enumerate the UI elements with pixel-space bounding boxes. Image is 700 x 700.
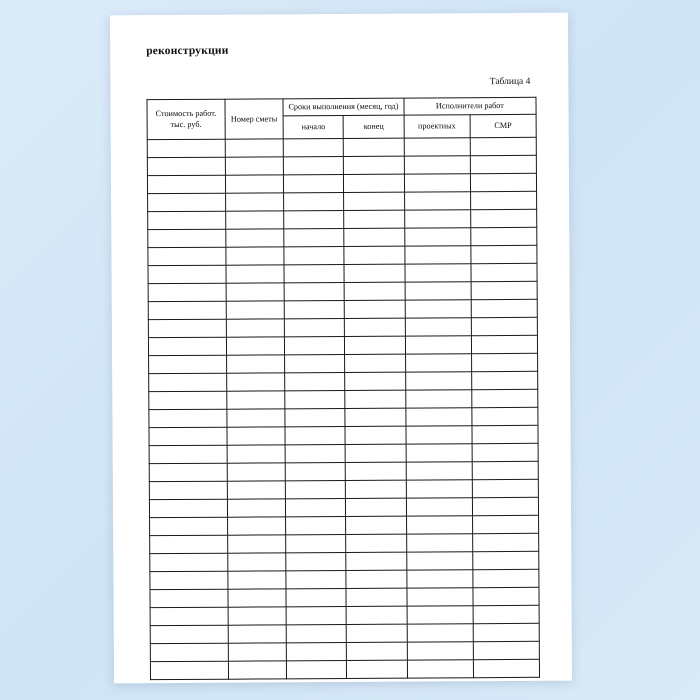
table-cell[interactable] [226,247,284,265]
table-row [148,336,537,356]
table-cell[interactable] [284,229,344,247]
table-cell[interactable] [344,174,404,192]
table-row [150,570,539,590]
table-cell[interactable] [148,229,226,247]
table-cell[interactable] [226,229,284,247]
table-cell[interactable] [345,336,405,354]
table-cell[interactable] [470,138,536,156]
table-cell[interactable] [404,174,470,192]
table-cell[interactable] [405,336,471,354]
table-cell[interactable] [228,625,286,643]
table-row [149,408,538,428]
table-row [149,354,538,374]
table-cell[interactable] [285,355,345,373]
table-cell[interactable] [406,462,472,480]
table-cell[interactable] [404,156,470,174]
table-cell[interactable] [149,463,227,481]
table-cell[interactable] [148,301,226,319]
table-cell[interactable] [404,210,470,228]
table-cell[interactable] [345,300,405,318]
table-cell[interactable] [150,661,228,679]
table-row [150,624,539,644]
table-cell[interactable] [285,337,345,355]
table-cell[interactable] [228,589,286,607]
table-cell[interactable] [470,174,536,192]
table-cell[interactable] [405,354,471,372]
table-cell[interactable] [344,192,404,210]
table-cell[interactable] [345,372,405,390]
table-cell[interactable] [471,336,537,354]
table-row [150,516,539,536]
table-cell[interactable] [405,372,471,390]
table-row [148,282,537,302]
table-cell[interactable] [344,228,404,246]
table-row [148,210,537,230]
table-cell[interactable] [227,499,285,517]
table-cell[interactable] [147,139,225,157]
table-body [147,138,539,680]
table-cell[interactable] [227,391,285,409]
column-header-end: конец [344,115,404,138]
table-cell[interactable] [472,480,538,498]
table-cell[interactable] [226,355,284,373]
table-cell[interactable] [346,498,406,516]
column-header-estimate-number: Номер сметы [225,99,284,140]
table-cell[interactable] [150,571,228,589]
table-cell[interactable] [472,408,538,426]
table-cell[interactable] [286,625,346,643]
table-cell[interactable] [286,589,346,607]
table-cell[interactable] [150,607,228,625]
table-cell[interactable] [286,553,346,571]
table-cell[interactable] [406,516,472,534]
column-header-performers-group: Исполнители работ [404,97,536,115]
table-cell[interactable] [406,444,472,462]
table-cell[interactable] [228,607,286,625]
table-row [148,192,537,212]
table-cell[interactable] [283,157,343,175]
table-cell[interactable] [227,481,285,499]
table-cell[interactable] [405,246,471,264]
table-cell[interactable] [148,337,226,355]
table-cell[interactable] [472,462,538,480]
work-schedule-table [146,97,540,681]
table-cell[interactable] [226,265,284,283]
table-cell[interactable] [285,391,345,409]
table-cell[interactable] [148,265,226,283]
column-header-design: проектиых [404,115,470,138]
table-cell[interactable] [227,535,285,553]
table-cell[interactable] [345,426,405,444]
table-cell[interactable] [149,409,227,427]
table-cell[interactable] [225,157,283,175]
table-cell[interactable] [150,643,228,661]
table-cell[interactable] [407,588,473,606]
table-cell[interactable] [227,463,285,481]
table-cell[interactable] [471,372,537,390]
table-cell[interactable] [472,498,538,516]
table-row [149,390,538,410]
table-cell[interactable] [149,481,227,499]
table-cell[interactable] [149,391,227,409]
table-cell[interactable] [150,625,228,643]
table-cell[interactable] [149,499,227,517]
table-row [149,498,538,518]
table-cell[interactable] [347,624,407,642]
table-cell[interactable] [344,246,404,264]
table-cell[interactable] [346,480,406,498]
table-cell[interactable] [345,318,405,336]
table-cell[interactable] [405,300,471,318]
column-header-deadlines-group: Сроки выполнения (месяц, год) [283,98,404,116]
table-row [147,174,536,194]
table-cell[interactable] [147,157,225,175]
table-cell[interactable] [345,282,405,300]
table-cell[interactable] [284,175,344,193]
table-cell[interactable] [405,390,471,408]
table-cell[interactable] [406,498,472,516]
table-cell[interactable] [344,156,404,174]
table-cell[interactable] [228,571,286,589]
table-cell[interactable] [473,606,539,624]
table-row [150,552,539,572]
table-cell[interactable] [345,408,405,426]
table-cell[interactable] [148,319,226,337]
table-cell[interactable] [346,534,406,552]
table-cell[interactable] [472,444,538,462]
table-cell[interactable] [405,282,471,300]
document-page [110,13,572,684]
table-row [148,300,537,320]
table-cell[interactable] [473,660,539,678]
table-cell[interactable] [473,624,539,642]
table-row [150,588,539,608]
table-row [148,264,537,284]
table-cell[interactable] [346,444,406,462]
table-cell[interactable] [406,426,472,444]
table-cell[interactable] [148,283,226,301]
table-cell[interactable] [284,193,344,211]
table-row [149,426,538,446]
table-cell[interactable] [285,463,345,481]
table-cell[interactable] [226,301,284,319]
table-row [148,318,537,338]
table-cell[interactable] [285,427,345,445]
table-cell[interactable] [347,660,407,678]
table-cell[interactable] [472,516,538,534]
table-cell[interactable] [473,642,539,660]
table-cell[interactable] [149,427,227,445]
table-cell[interactable] [405,318,471,336]
table-cell[interactable] [471,300,537,318]
table-cell[interactable] [471,264,537,282]
table-cell[interactable] [473,552,539,570]
table-cell[interactable] [285,445,345,463]
table-cell[interactable] [227,427,285,445]
table-cell[interactable] [406,480,472,498]
table-cell[interactable] [225,193,283,211]
table-cell[interactable] [344,138,404,156]
table-cell[interactable] [225,139,283,157]
table-cell[interactable] [471,282,537,300]
table-cell[interactable] [404,138,470,156]
table-cell[interactable] [148,193,226,211]
table-cell[interactable] [471,246,537,264]
table-cell[interactable] [150,589,228,607]
table-cell[interactable] [347,642,407,660]
table-cell[interactable] [147,175,225,193]
table-cell[interactable] [225,175,283,193]
table-cell[interactable] [284,319,344,337]
table-cell[interactable] [228,661,286,679]
table-cell[interactable] [285,409,345,427]
column-header-start: начало [283,116,343,139]
table-cell[interactable] [407,642,473,660]
column-header-smr: СМР [470,115,536,138]
table-row [150,660,539,680]
table-cell[interactable] [149,445,227,463]
table-cell[interactable] [285,373,345,391]
table-cell[interactable] [228,643,286,661]
table-row [147,138,536,158]
table-cell[interactable] [346,552,406,570]
table-row [150,534,539,554]
table-cell[interactable] [283,139,343,157]
table-cell[interactable] [344,210,404,228]
table-cell[interactable] [405,264,471,282]
table-cell[interactable] [470,210,536,228]
table-cell[interactable] [226,373,284,391]
page-title: реконструкции [146,44,229,58]
table-cell[interactable] [227,517,285,535]
table-cell[interactable] [406,408,472,426]
table-row [150,642,539,662]
table-cell[interactable] [150,535,228,553]
table-cell[interactable] [284,211,344,229]
table-cell[interactable] [406,534,472,552]
table-row [149,480,538,500]
table-cell[interactable] [149,373,227,391]
table-cell[interactable] [286,499,346,517]
table-cell[interactable] [226,283,284,301]
table-cell[interactable] [346,588,406,606]
column-header-cost: Стоимость работ. тыс. руб. [147,99,225,140]
table-cell[interactable] [286,643,346,661]
table-cell[interactable] [471,354,537,372]
table-cell[interactable] [470,192,536,210]
table-cell[interactable] [407,624,473,642]
table-cell[interactable] [472,426,538,444]
table-cell[interactable] [150,553,228,571]
table-cell[interactable] [346,516,406,534]
table-cell[interactable] [285,481,345,499]
table-cell[interactable] [472,534,538,552]
table-cell[interactable] [284,283,344,301]
table-cell[interactable] [345,390,405,408]
table-cell[interactable] [470,156,536,174]
table-cell[interactable] [149,355,227,373]
table-cell[interactable] [225,211,283,229]
table-cell[interactable] [227,409,285,427]
table-cell[interactable] [150,517,228,535]
table-cell[interactable] [471,318,537,336]
table-cell[interactable] [471,228,537,246]
table-cell[interactable] [344,264,404,282]
table-cell[interactable] [287,661,347,679]
table-cell[interactable] [407,660,473,678]
table-row [148,228,537,248]
table-cell[interactable] [286,517,346,535]
table-cell[interactable] [228,553,286,571]
table-cell[interactable] [286,535,346,553]
table-cell[interactable] [284,265,344,283]
table-caption: Таблица 4 [489,76,531,88]
table-cell[interactable] [148,211,226,229]
table-row [148,246,537,266]
table-cell[interactable] [284,247,344,265]
table-cell[interactable] [148,247,226,265]
table-cell[interactable] [406,552,472,570]
table-cell[interactable] [404,192,470,210]
table-cell[interactable] [473,588,539,606]
table-row [149,444,538,464]
table-cell[interactable] [226,319,284,337]
table-cell[interactable] [346,462,406,480]
table-row [149,462,538,482]
table-cell[interactable] [284,301,344,319]
table-cell[interactable] [472,390,538,408]
table-cell[interactable] [227,445,285,463]
table-cell[interactable] [226,337,284,355]
table-row [150,606,539,626]
table-header [147,97,536,140]
table-cell[interactable] [286,571,346,589]
table-cell[interactable] [347,606,407,624]
table-row [147,156,536,176]
table-cell[interactable] [286,607,346,625]
table-row [149,372,538,392]
table-cell[interactable] [407,606,473,624]
table-cell[interactable] [407,570,473,588]
table-cell[interactable] [473,570,539,588]
table-cell[interactable] [404,228,470,246]
table-cell[interactable] [346,570,406,588]
table-cell[interactable] [345,354,405,372]
